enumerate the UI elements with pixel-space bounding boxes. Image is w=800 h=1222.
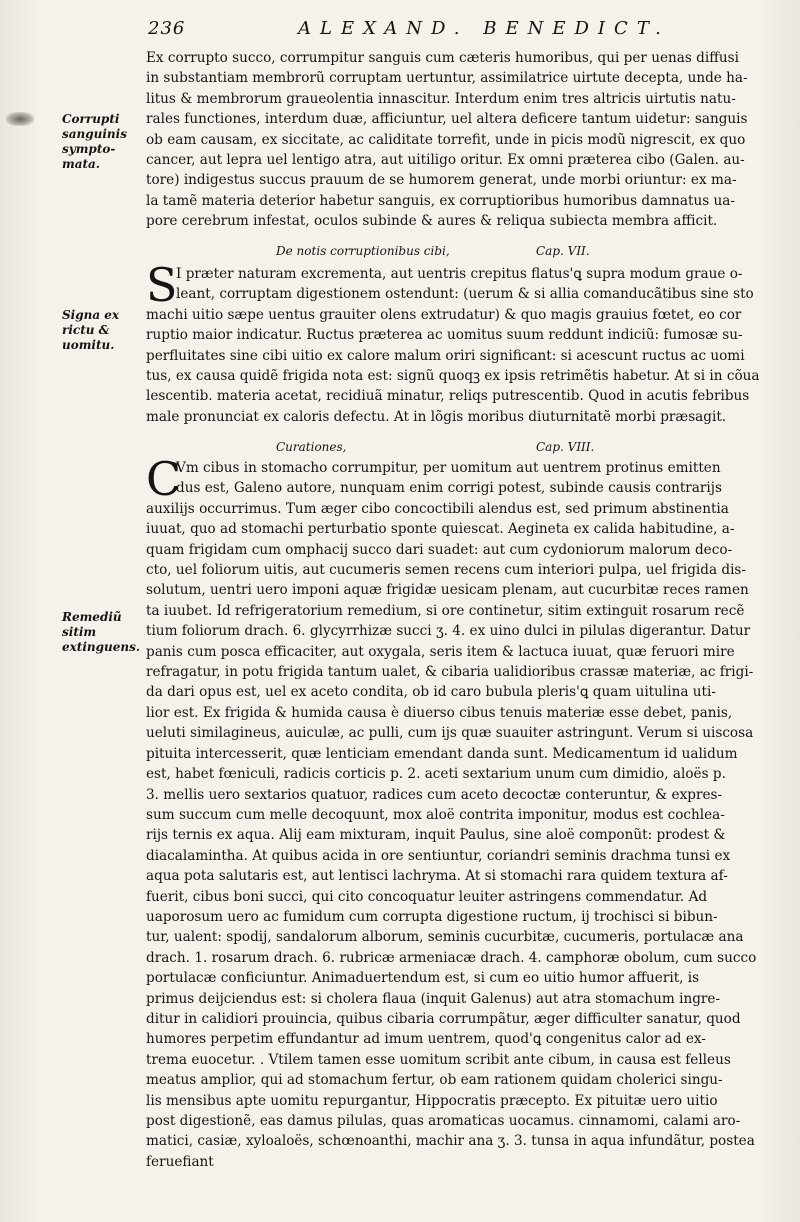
chapter-7-heading xyxy=(146,244,786,260)
text-line: post digestionẽ, eas damus pilulas, quas aromaticas uocamus. cinnamomi, calami aro- xyxy=(146,1113,741,1129)
text-line: uaporosum uero ac fumidum cum corrupta digestione ructum, ij trochisci si bibun- xyxy=(146,908,718,925)
text-line: trema euocetur. . Vtilem tamen esse uomitum scribit ante cibum, in causa est felleus xyxy=(146,1051,731,1068)
text-line: litus & membrorum graueolentia innascitur. Interdum enim tres altricis uirtutis natu- xyxy=(146,90,736,107)
chapter-8-dropcap: C xyxy=(146,452,182,506)
text-line: la tamẽ materia deterior habetur sanguis, ex corruptioribus humoribus damnatus ua- xyxy=(146,192,735,209)
margin-note-remedium: Remediũ sitim extinguens. xyxy=(62,610,141,654)
text-line: I præter naturam excrementa, aut uentris crepitus flatus'ꝗ supra modum graue o- xyxy=(176,266,743,282)
text-line: quam frigidam cum omphacij succo dari suadet: aut cum cydoniorum malorum deco- xyxy=(146,541,733,558)
text-line: da dari opus est, uel ex aceto condita, ob id caro bubula pleris'ꝗ quam uitulina uti- xyxy=(146,684,716,701)
text-line: Ex corrupto succo, corrumpitur sanguis cum cæteris humoribus, qui per uenas diffusi xyxy=(146,50,739,66)
text-line: lescentib. materia acetat, recidiuã minatur, reliqs putrescentib. Quod in acutis febribus xyxy=(146,388,750,405)
text-line: lis mensibus apte uomitu repurgantur, Hippocratis præcepto. Ex pituitæ uero uitio xyxy=(146,1092,718,1109)
text-line: est, habet fœniculi, radicis corticis p. 2. aceti sextarium unum cum dimidio, aloës p. xyxy=(146,766,726,783)
text-line: rales functiones, interdum duæ, afficiuntur, uel altera deficere tantum uidetur: sanguis xyxy=(146,111,748,128)
chapter-7-paragraph xyxy=(146,258,786,427)
text-line: solutum, uentri uero imponi aquæ frigidæ uesicam plenam, aut cucurbitæ reces ramen xyxy=(146,582,749,599)
text-line: cto, uel foliorum uitis, aut cucumeris semen recens cum interiori pulpa, uel frigida dis- xyxy=(146,562,746,579)
text-line: ruptio maior indicatur. Ructus præterea ac uomitus suum reddunt indiciũ: fumosæ su- xyxy=(146,327,743,344)
text-line: auxilijs occurrimus. Tum æger cibo concoctibili alendus est, sed primum abstinentia xyxy=(146,500,729,517)
text-line: aqua pota salutaris est, aut lentisci lachryma. At si stomachi rara quidem textura af- xyxy=(146,868,728,885)
text-line: tium foliorum drach. 6. glycyrrhizæ succi ʒ. 4. ex uino dulci in pilulas digerantur. Datur xyxy=(146,623,751,640)
text-line: perfluitates sine cibi uitio ex calore malum oriri significant: si acescunt ructus ac uomi xyxy=(146,347,745,364)
text-line: dus est, Galeno autore, nunquam enim corrigi potest, subinde causis contrarijs xyxy=(176,480,722,497)
chapter-8-title: Curationes, xyxy=(276,440,347,454)
chapter-8-number: Cap. VIII. xyxy=(536,440,595,454)
text-line: drach. 1. rosarum drach. 6. rubricæ armeniacæ drach. 4. camphoræ obolum, cum succo xyxy=(146,949,757,966)
text-line: matici, casiæ, xyloaloës, schœnoanthi, machir ana ʒ. 3. tunsa in aqua infundãtur, postea xyxy=(146,1133,755,1150)
text-line: lior est. Ex frigida & humida causa è diuerso cibus tenuis materiæ esse debet, panis, xyxy=(146,704,733,721)
text-line: refragatur, in potu frigida tantum ualet, & cibaria ualidioribus crassæ materiæ, ac frigi- xyxy=(146,664,754,681)
text-line: portulacæ conficiuntur. Animaduertendum est, si cum eo uitio humor affuerit, is xyxy=(146,970,700,987)
text-line: humores perpetim effundantur ad imum uentrem, quod'ꝗ congenitus calor ad ex- xyxy=(146,1031,706,1048)
text-line: machi uitio sæpe uentus grauiter olens extrudatur) & quo magis grauius fœtet, eo cor xyxy=(146,306,742,323)
text-line: tus, ex causa quidẽ frigida nota est: signũ quoqꝫ ex ipsis retrimẽtis habetur. At si in cõua xyxy=(146,368,760,385)
text-line: diacalamintha. At quibus acida in ore sentiuntur, coriandri seminis drachma tunsi ex xyxy=(146,847,731,864)
text-line: ta iuubet. Id refrigeratorium remedium, si ore continetur, sitim extinguit rosarum recẽ xyxy=(146,602,745,619)
ink-smudge-decoration xyxy=(6,112,34,126)
text-line: in substantiam membrorũ corruptam uertuntur, assimilatrice uirtute decepta, unde ha- xyxy=(146,70,748,87)
chapter-7-dropcap: S xyxy=(146,258,178,312)
text-line: panis cum posca efficaciter, aut oxygala, seris item & lactuca iuuat, quæ feruori mire xyxy=(146,643,735,660)
text-line: fuerit, cibus boni succi, qui cito concoquatur leuiter astringens commendatur. Ad xyxy=(146,888,708,905)
chapter-7-number: Cap. VII. xyxy=(536,244,590,258)
text-line: iuuat, quo ad stomachi perturbatio sponte quiescat. Aegineta ex calida habitudine, a- xyxy=(146,521,735,538)
text-line: feruefiant xyxy=(146,1153,214,1170)
text-line: tore) indigestus succus prauum de se humorem generat, unde morbi oriuntur: ex ma- xyxy=(146,172,737,189)
running-head: ALEXAND. BENEDICT. xyxy=(298,18,670,39)
margin-note-corrupti: Corrupti sanguinis sympto-mata. xyxy=(62,112,127,171)
text-line: pituita intercesserit, quæ lenticiam emendant danda sunt. Medicamentum id ualidum xyxy=(146,745,738,762)
text-line: leant, corruptam digestionem ostendunt: (uerum & si allia comanducãtibus sine sto xyxy=(176,286,754,303)
text-line: pore cerebrum infestat, oculos subinde & aures & reliqua subiecta membra afficit. xyxy=(146,213,718,230)
text-line: meatus amplior, qui ad stomachum fertur, ob eam rationem quidam cholerici singu- xyxy=(146,1072,723,1089)
page-number: 236 xyxy=(148,18,186,39)
text-line: rijs ternis ex aqua. Alij eam mixturam, inquit Paulus, sine aloë componũt: prodest & xyxy=(146,827,726,844)
section-opening-paragraph xyxy=(146,48,786,232)
text-line: 3. mellis uero sextarios quatuor, radices cum aceto decoctæ conteruntur, & expres- xyxy=(146,786,723,803)
text-line: ditur in calidiori prouincia, quibus cibaria corrumpãtur, æger difficulter sanatur, quod xyxy=(146,1010,741,1027)
text-line: sum succum cum melle decoquunt, mox aloë contrita imponitur, modus est cochlea- xyxy=(146,806,725,823)
text-line: tur, ualent: spodij, sandalorum alborum, seminis cucurbitæ, cucumeris, portulacæ ana xyxy=(146,929,744,946)
chapter-8-paragraph xyxy=(146,452,786,1172)
text-line: cancer, aut lepra uel lentigo atra, aut uitiligo oritur. Ex omni præterea cibo (Galen. au- xyxy=(146,152,745,169)
text-line: male pronunciat ex caloris defectu. At in lõgis moribus diuturnitatẽ morbi præsagit. xyxy=(146,408,727,425)
text-line: Vm cibus in stomacho corrumpitur, per uomitum aut uentrem protinus emitten xyxy=(176,460,721,476)
page-header xyxy=(148,18,788,44)
text-line: ob eam causam, ex siccitate, ac caliditate torrefit, unde in picis modũ nigrescit, ex quo xyxy=(146,131,746,148)
text-line: ueluti similagineus, auiculæ, ac pulli, cum ijs quæ suauiter astringunt. Verum si uiscosa xyxy=(146,725,754,742)
chapter-8-heading xyxy=(146,440,786,456)
margin-note-signa: Signa ex rictu & uomitu. xyxy=(62,308,120,352)
chapter-7-title: De notis corruptionibus cibi, xyxy=(276,244,450,258)
text-line: primus deijciendus est: si cholera flaua (inquit Galenus) aut atra stomachum ingre- xyxy=(146,990,721,1007)
